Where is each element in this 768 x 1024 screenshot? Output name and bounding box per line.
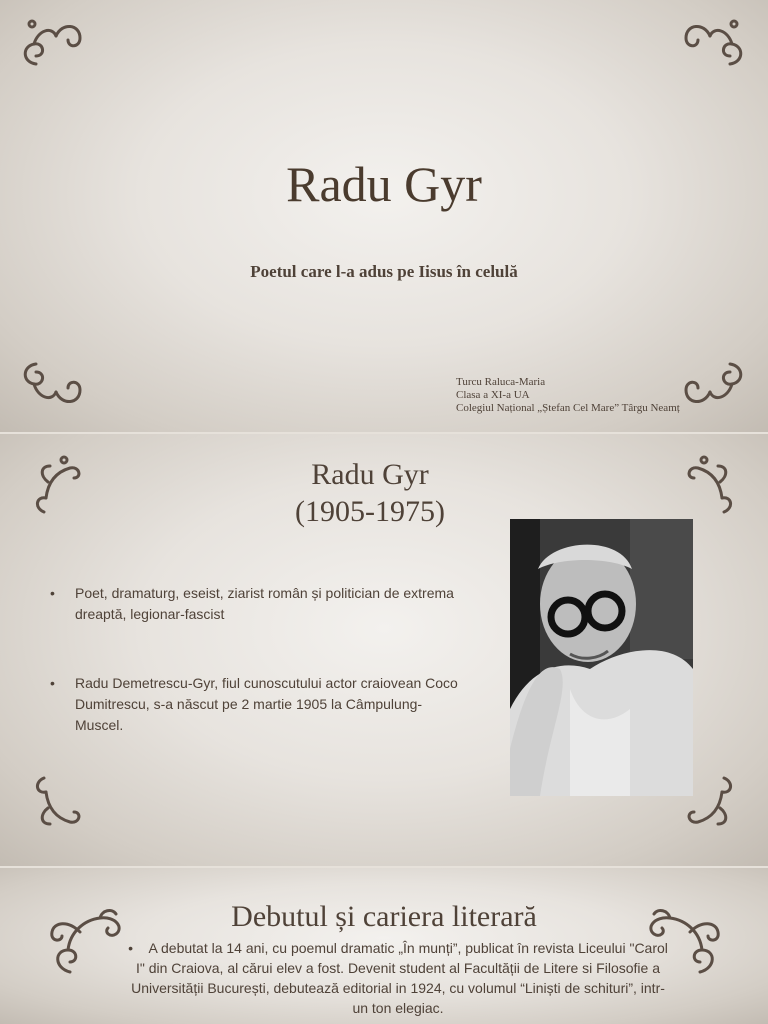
biography-title-years: (1905-1975) [295, 495, 445, 528]
biography-title [260, 456, 480, 530]
swirl-ornament-icon [16, 356, 86, 416]
bullet-icon: • [50, 585, 55, 601]
swirl-ornament-icon [26, 452, 86, 518]
literary-career-paragraph [128, 938, 668, 1018]
swirl-ornament-icon [680, 12, 750, 72]
bullet-text: Poet, dramaturg, eseist, ziarist român și politician de extrema dreaptă, legionar-fascist [75, 585, 454, 622]
bullet-item [50, 583, 460, 625]
portrait-illustration-icon [510, 519, 693, 796]
swirl-ornament-icon [26, 772, 86, 838]
literary-career-title: Debutul și cariera literară [231, 900, 537, 933]
paragraph-text: A debutat la 14 ani, cu poemul dramatic „În munți”, publicat în revista Liceului "Carol I" din Craiova, al cărui elev a fost. Devenit student al Facultății de Litere si Filosofie a Universității București, debutează editorial in 1924, cu volumul “Liniști de schituri”, intr-un ton elegiac. [131, 940, 668, 1016]
author-school: Colegiul Național „Ștefan Cel Mare” Târgu Neamț [456, 402, 680, 414]
slide-title-heading: Radu Gyr [286, 156, 482, 212]
swirl-ornament-icon [680, 356, 750, 416]
swirl-ornament-icon [682, 452, 742, 518]
bullet-icon: • [50, 675, 55, 691]
biography-title-name: Radu Gyr [311, 458, 429, 491]
author-class: Clasa a XI-a UA [456, 389, 530, 401]
author-name: Turcu Raluca-Maria [456, 376, 546, 388]
swirl-ornament-icon [16, 12, 86, 72]
slide-title [0, 0, 768, 432]
slide-subtitle: Poetul care l-a adus pe Iisus în celulă [250, 262, 518, 281]
bullet-text: Radu Demetrescu-Gyr, fiul cunoscutului actor craiovean Coco Dumitrescu, s-a născut pe 2 martie 1905 la Câmpulung-Muscel. [75, 675, 458, 733]
bullet-icon: • [128, 940, 133, 956]
author-info [456, 376, 680, 415]
bullet-item [50, 673, 460, 736]
portrait-photo [510, 519, 693, 796]
